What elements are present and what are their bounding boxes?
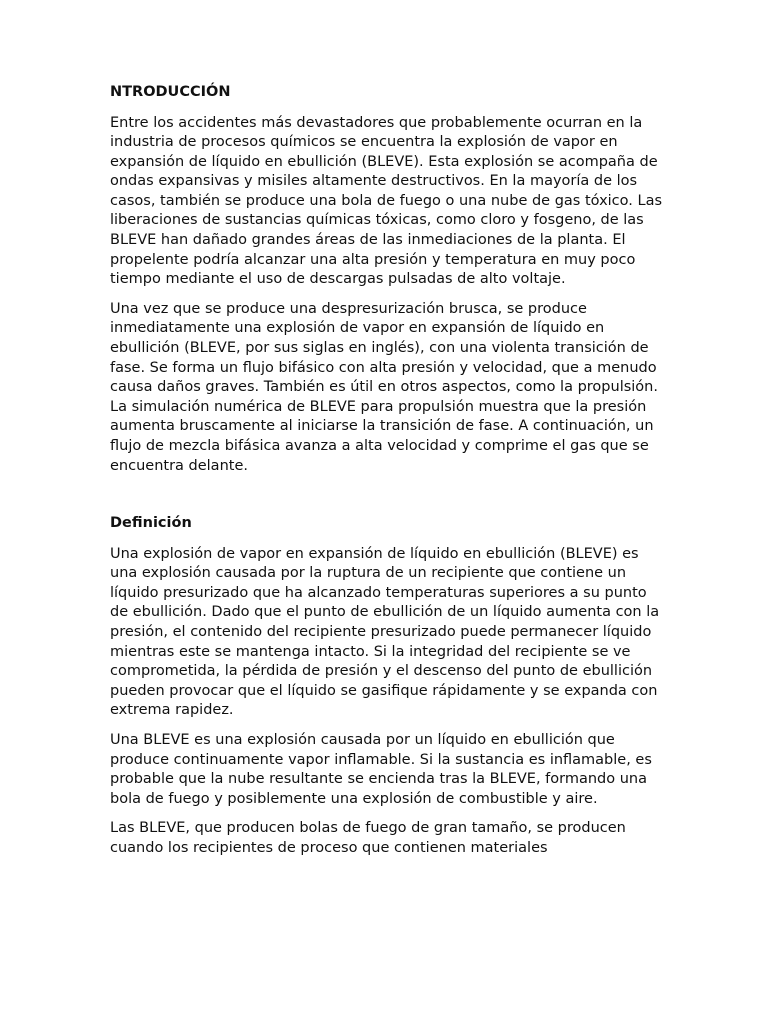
definition-paragraph-2: Una BLEVE es una explosión causada por un líquido en ebullición que produce continuamente vapor inflamable. Si la sustancia es inflamable, es probable que la nube resultante se encienda tras la BLEVE, formando una bola de fuego y posiblemente una explosión de combustible y aire. (110, 732, 652, 807)
intro-paragraph-2: Una vez que se produce una despresurización brusca, se produce inmediatamente una explosión de vapor en expansión de líquido en ebullición (BLEVE, por sus siglas en inglés), con una violenta transición de fase. Se forma un flujo bifásico con alta presión y velocidad, que a menudo causa daños graves. También es útil en otros aspectos, como la propulsión. La simulación numérica de BLEVE para propulsión muestra que la presión aumenta bruscamente al iniciarse la transición de fase. A continuación, un flujo de mezcla bifásica avanza a alta velocidad y comprime el gas que se encuentra delante. (110, 300, 658, 474)
document-title: NTRODUCCIÓN (110, 84, 231, 100)
intro-paragraph-1: Entre los accidentes más devastadores que probablemente ocurran en la industria de procesos químicos se encuentra la explosión de vapor en expansión de líquido en ebullición (BLEVE). Esta explosión se acompaña de ondas expansivas y misiles altamente destructivos. En la mayoría de los casos, también se produce una bola de fuego o una nube de gas tóxico. Las liberaciones de sustancias químicas tóxicas, como cloro y fosgeno, de las BLEVE han dañado grandes áreas de las inmediaciones de la planta. El propelente podría alcanzar una alta presión y temperatura en muy poco tiempo mediante el uso de descargas pulsadas de alto voltaje. (110, 114, 663, 288)
section-spacer (110, 486, 668, 514)
definition-heading: Definición (110, 515, 192, 532)
definition-paragraph-3: Las BLEVE, que producen bolas de fuego de gran tamaño, se producen cuando los recipientes de proceso que contienen materiales (110, 820, 626, 856)
definition-paragraph-1: Una explosión de vapor en expansión de líquido en ebullición (BLEVE) es una explosión causada por la ruptura de un recipiente que contiene un líquido presurizado que ha alcanzado temperaturas superiores a su punto de ebullición. Dado que el punto de ebullición de un líquido aumenta con la presión, el contenido del recipiente presurizado puede permanecer líquido mientras este se mantenga intacto. Si la integridad del recipiente se ve comprometida, la pérdida de presión y el descenso del punto de ebullición pueden provocar que el líquido se gasifique rápidamente y se expanda con extrema rapidez. (110, 545, 660, 719)
